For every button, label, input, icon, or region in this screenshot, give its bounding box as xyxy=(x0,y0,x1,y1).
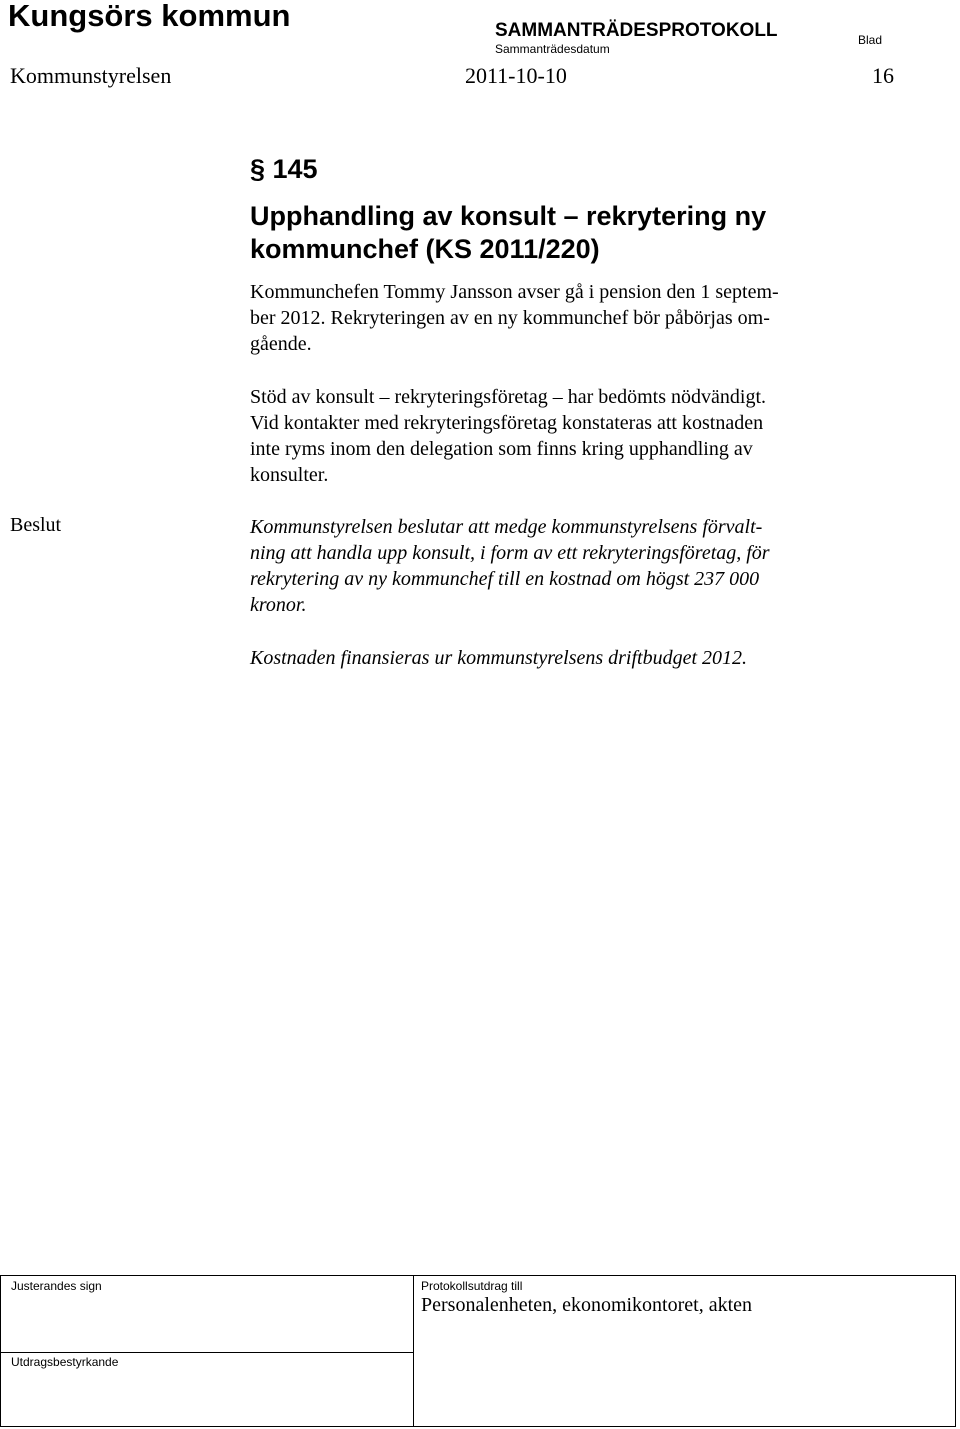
document-type: SAMMANTRÄDESPROTOKOLL xyxy=(495,20,778,41)
meeting-date: 2011-10-10 xyxy=(465,63,567,88)
paragraph-line: Kommunchefen Tommy Jansson avser gå i pension den 1 septem- xyxy=(250,281,779,303)
paragraph-line: konsulter. xyxy=(250,464,329,486)
decision-line: rekrytering av ny kommunchef till en kostnad om högst 237 000 xyxy=(250,568,760,590)
section-title xyxy=(250,200,766,266)
utdragsbestyrkande-label: Utdragsbestyrkande xyxy=(11,1355,119,1369)
justerandes-sign-label: Justerandes sign xyxy=(11,1279,102,1293)
section-title-line: Upphandling av konsult – rekrytering ny xyxy=(250,201,767,231)
paragraph-line: Vid kontakter med rekryteringsföretag konstateras att kostnaden xyxy=(250,412,764,434)
decision-label: Beslut xyxy=(10,514,62,536)
paragraph xyxy=(250,384,766,488)
paragraph-line: ber 2012. Rekryteringen av en ny kommunchef bör påbörjas om- xyxy=(250,307,770,329)
footer-signature-table xyxy=(0,1275,956,1427)
decision-line: Kommunstyrelsen beslutar att medge kommunstyrelsens förvalt- xyxy=(250,516,763,538)
section-title-line: kommunchef (KS 2011/220) xyxy=(250,234,600,264)
paragraph-line: gående. xyxy=(250,333,312,355)
footer-divider-vertical xyxy=(413,1276,414,1426)
financing-note: Kostnaden finansieras ur kommunstyrelsens driftbudget 2012. xyxy=(250,647,748,669)
page-number: 16 xyxy=(872,63,894,88)
protokollsutdrag-label: Protokollsutdrag till xyxy=(421,1279,523,1293)
body-name: Kommunstyrelsen xyxy=(10,63,172,88)
decision-line: ning att handla upp konsult, i form av ett rekryteringsföretag, för xyxy=(250,542,770,564)
paragraph-line: inte ryms inom den delegation som finns kring upphandling av xyxy=(250,438,753,460)
footer-divider-horizontal xyxy=(1,1352,414,1353)
paragraph-line: Stöd av konsult – rekryteringsföretag – har bedömts nödvändigt. xyxy=(250,386,767,408)
section-number: § 145 xyxy=(250,154,318,184)
decision-line: kronor. xyxy=(250,594,307,616)
protokollsutdrag-recipients: Personalenheten, ekonomikontoret, akten xyxy=(421,1294,753,1316)
paragraph xyxy=(250,279,779,357)
decision-text xyxy=(250,514,770,618)
organization-name: Kungsörs kommun xyxy=(8,0,291,33)
meeting-date-label: Sammanträdesdatum xyxy=(495,42,610,56)
page-label: Blad xyxy=(858,33,883,47)
